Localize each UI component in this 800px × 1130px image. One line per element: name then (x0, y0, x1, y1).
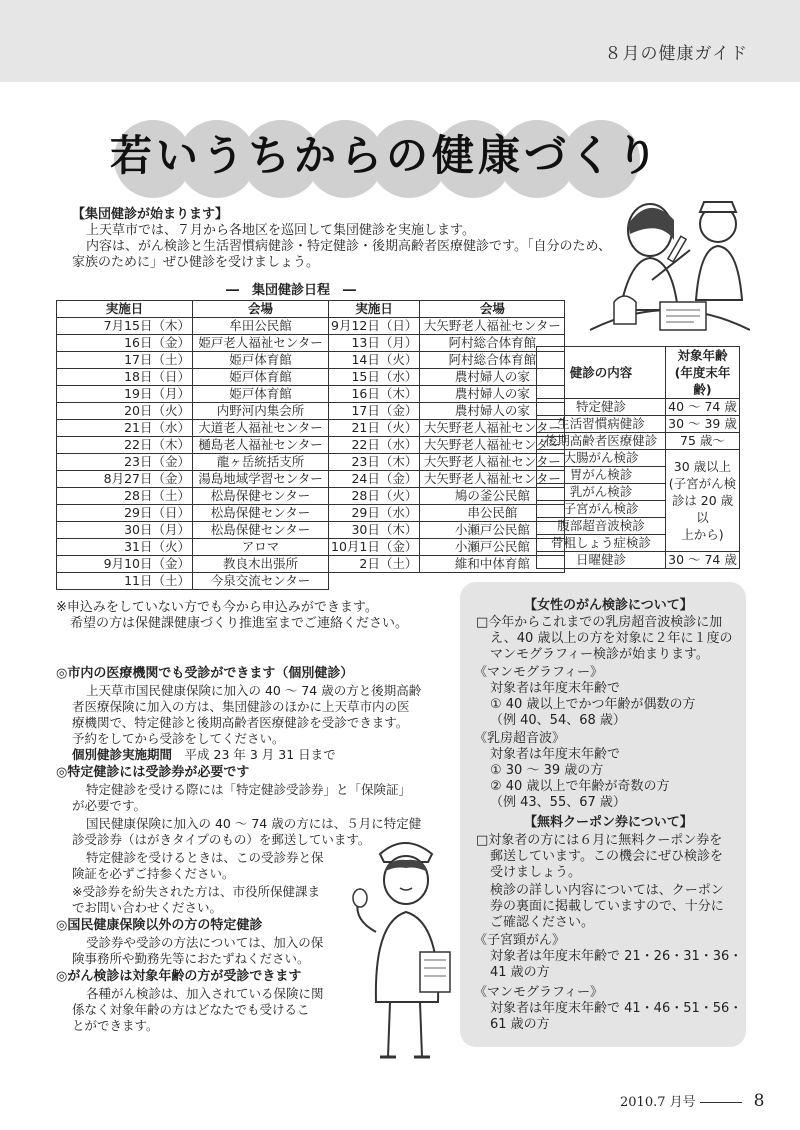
col-header-date: 実施日 (57, 301, 193, 318)
date-cell: 14日（火） (329, 352, 420, 369)
section-text: 係なく対象年齢の方はどなたでも受けるこ (72, 1002, 310, 1017)
date-cell: 21日（水） (57, 420, 193, 437)
venue-cell: 大矢野老人福祉センター (420, 437, 565, 454)
doctor-patient-illustration (590, 190, 750, 340)
box-text: 受けましょう。 (490, 865, 582, 880)
exam-name: 特定健診 (537, 399, 666, 416)
box-text: 対象者は年度末年齢で (490, 747, 621, 762)
date-cell: 24日（金） (329, 471, 420, 488)
date-cell: 2日（土） (329, 556, 420, 573)
exam-age: 30 歳以上 (子宮がん検 診は 20 歳以 上から) (666, 450, 740, 552)
box-text: 対象者は年度末年齢で 21・26・31・36・ (490, 949, 743, 964)
schedule-row (57, 471, 565, 488)
venue-cell: 松島保健センター (193, 505, 329, 522)
section-text: 国民健康保険に加入の 40 ～ 74 歳の方には、５月に特定健 (86, 816, 422, 831)
exam-name: 骨粗しょう症検診 (537, 535, 666, 552)
box-subtitle: 《マンモグラフィー》 (474, 985, 603, 1000)
venue-cell: 松島保健センター (193, 522, 329, 539)
box-text: □対象者の方には６月に無料クーポン券を (476, 833, 723, 848)
venue-cell: アロマ (193, 539, 329, 556)
date-cell: 7月15日（木） (57, 318, 193, 335)
box-text: （例 43、55、67 歳） (490, 795, 626, 810)
box-text: マンモグラフィー検診が始まります。 (490, 647, 709, 662)
date-cell: 9月12日（日） (329, 318, 420, 335)
venue-cell: 串公民館 (420, 505, 565, 522)
date-cell: 16日（金） (57, 335, 193, 352)
exam-name: 子宮がん検診 (537, 501, 666, 518)
intro-line: 家族のために」ぜひ健診を受けましょう。 (72, 255, 320, 270)
period-label: 個別健診実施期間 (72, 747, 173, 762)
section-text: 受診券や受診の方法については、加入の保 (86, 935, 324, 950)
section-text: 各種がん検診は、加入されている保険に関 (86, 986, 324, 1001)
venue-cell: 大矢野老人福祉センター (420, 318, 565, 335)
section-text: とができます。 (72, 1018, 159, 1033)
box-text: （例 40、54、68 歳） (490, 713, 626, 728)
exam-header-row (537, 347, 740, 399)
col-header-age: 対象年齢 (年度末年齢) (666, 347, 740, 399)
schedule-row (57, 386, 565, 403)
footer-rule (700, 1102, 742, 1103)
schedule-row (57, 539, 565, 556)
date-cell: 16日（木） (329, 386, 420, 403)
section-text: でお問い合わせください。 (72, 900, 223, 915)
intro-heading: 【集団健診が始まります】 (72, 207, 229, 222)
date-cell: 22日（水） (329, 437, 420, 454)
period-value: 平成 23 年 3 月 31 日まで (184, 747, 336, 762)
schedule-row (57, 318, 565, 335)
section-text: 者医療保険に加入の方は、集団健診のほかに上天草市内の医 (72, 699, 410, 714)
col-header-date: 実施日 (329, 301, 420, 318)
venue-cell: 姫戸体育館 (193, 352, 329, 369)
exam-row (537, 433, 740, 450)
section-text: 予約をしてから受診をしてください。 (72, 731, 285, 746)
exam-name: 胃がん検診 (537, 467, 666, 484)
exam-row (537, 399, 740, 416)
venue-cell: 松島保健センター (193, 488, 329, 505)
note-line: ※申込みをしていない方でも今から申込みができます。 (56, 600, 378, 615)
exam-name: 腹部超音波検診 (537, 518, 666, 535)
date-cell: 10月1日（金） (329, 539, 420, 556)
date-cell: 17日（土） (57, 352, 193, 369)
schedule-row (57, 454, 565, 471)
box-text: ご確認ください。 (490, 915, 595, 930)
box-text: □今年からこれまでの乳房超音波検診に加 (476, 615, 723, 630)
schedule-row (57, 403, 565, 420)
period-line (72, 746, 336, 763)
venue-cell: 姫戸老人福祉センター (193, 335, 329, 352)
venue-cell: 大矢野老人福祉センター (420, 420, 565, 437)
box-text: 券の裏面に掲載していますので、十分に (490, 899, 724, 914)
col-header-exam: 健診の内容 (537, 347, 666, 399)
venue-cell: 今泉交流センター (193, 573, 329, 590)
box-text: 検診の詳しい内容については、クーポン (490, 883, 724, 898)
col-header-venue: 会場 (420, 301, 565, 318)
exam-name: 大腸がん検診 (537, 450, 666, 467)
exam-types-table (536, 346, 740, 569)
venue-cell: 阿村総合体育館 (420, 335, 565, 352)
date-cell: 8月27日（金） (57, 471, 193, 488)
section-text: ※受診券を紛失された方は、市役所保健課ま (72, 884, 320, 899)
date-cell: 28日（火） (329, 488, 420, 505)
womens-cancer-heading: 【女性のがん検診について】 (524, 598, 693, 613)
header-band (0, 0, 800, 82)
schedule-body (57, 318, 565, 590)
venue-cell: 鳩の釜公民館 (420, 488, 565, 505)
date-cell: 9月10日（金） (57, 556, 193, 573)
venue-cell: 阿村総合体育館 (420, 352, 565, 369)
exam-row (537, 450, 740, 467)
box-text: 対象者は年度末年齢で (490, 681, 621, 696)
date-cell: 23日（金） (57, 454, 193, 471)
schedule-row (57, 522, 565, 539)
page-number: 8 (753, 1091, 765, 1111)
exam-age: 30 ～ 74 歳 (666, 552, 740, 569)
venue-cell: 内野河内集会所 (193, 403, 329, 420)
venue-cell: 大道老人福祉センター (193, 420, 329, 437)
date-cell: 31日（火） (57, 539, 193, 556)
exam-types-body (537, 399, 740, 569)
issue-label: 2010.7 月号 (620, 1095, 696, 1110)
schedule-caption: ― 集団健診日程 ― (226, 283, 357, 298)
date-cell: 15日（水） (329, 369, 420, 386)
venue-cell: 樋島老人福祉センター (193, 437, 329, 454)
venue-cell: 農村婦人の家 (420, 386, 565, 403)
schedule-row (57, 335, 565, 352)
venue-cell: 小瀬戸公民館 (420, 522, 565, 539)
schedule-row (57, 420, 565, 437)
venue-cell: 農村婦人の家 (420, 403, 565, 420)
exam-age: 30 ～ 39 歳 (666, 416, 740, 433)
section-text: 険証を必ずご持参ください。 (72, 866, 235, 881)
venue-cell: 大矢野老人福祉センター (420, 471, 565, 488)
main-title-area (106, 116, 666, 200)
venue-cell: 姫戸体育館 (193, 369, 329, 386)
date-cell: 28日（土） (57, 488, 193, 505)
exam-name: 生活習慣病健診 (537, 416, 666, 433)
section-heading: ◎市内の医療機関でも受診ができます（個別健診） (56, 666, 354, 681)
section-text: が必要です。 (72, 798, 147, 813)
exam-row (537, 416, 740, 433)
box-text: 61 歳の方 (490, 1017, 550, 1032)
venue-cell: 湯島地域学習センター (193, 471, 329, 488)
section-heading: ◎特定健診には受診券が必要です (56, 765, 250, 780)
date-cell: 19日（月） (57, 386, 193, 403)
exam-row (537, 552, 740, 569)
date-cell: 17日（金） (329, 403, 420, 420)
col-header-venue: 会場 (193, 301, 329, 318)
exam-age: 40 ～ 74 歳 (666, 399, 740, 416)
box-subtitle: 《子宮頸がん》 (474, 933, 566, 948)
schedule-table (56, 300, 565, 590)
exam-name: 日曜健診 (537, 552, 666, 569)
venue-cell: 教良木出張所 (193, 556, 329, 573)
section-text: 険事務所や勤務先等におたずねください。 (72, 951, 310, 966)
venue-cell: 龍ヶ岳統括支所 (193, 454, 329, 471)
exam-name: 後期高齢者医療健診 (537, 433, 666, 450)
venue-cell: 姫戸体育館 (193, 386, 329, 403)
intro-line: 内容は、がん検診と生活習慣病健診・特定健診・後期高齢者医療健診です。「自分のため、 (86, 239, 611, 254)
venue-cell: 小瀬戸公民館 (420, 539, 565, 556)
venue-cell: 維和中体育館 (420, 556, 565, 573)
box-subtitle: 《マンモグラフィー》 (474, 665, 603, 680)
venue-cell: 農村婦人の家 (420, 369, 565, 386)
schedule-row (57, 556, 565, 573)
date-cell: 29日（水） (329, 505, 420, 522)
schedule-row (57, 505, 565, 522)
exam-name: 乳がん検診 (537, 484, 666, 501)
section-heading: ◎国民健康保険以外の方の特定健診 (56, 918, 263, 933)
box-text: え、40 歳以上の方を対象に２年に１度の (490, 631, 733, 646)
date-cell: 13日（月） (329, 335, 420, 352)
section-heading: ◎がん検診は対象年齢の方が受診できます (56, 969, 302, 984)
date-cell (329, 573, 420, 590)
exam-age: 75 歳～ (666, 433, 740, 450)
date-cell: 29日（日） (57, 505, 193, 522)
date-cell: 21日（火） (329, 420, 420, 437)
date-cell: 30日（月） (57, 522, 193, 539)
date-cell: 22日（木） (57, 437, 193, 454)
box-subtitle: 《乳房超音波》 (474, 731, 566, 746)
date-cell: 18日（日） (57, 369, 193, 386)
section-text: 特定健診を受ける際には「特定健診受診券」と「保険証」 (86, 782, 412, 797)
schedule-row (57, 488, 565, 505)
box-text: ② 40 歳以上で年齢が奇数の方 (490, 779, 670, 794)
section-text: 診受診券（はがきタイプのもの）を郵送しています。 (72, 832, 371, 847)
section-text: 上天草市国民健康保険に加入の 40 ～ 74 歳の方と後期高齢 (86, 683, 422, 698)
box-text: ① 30 ～ 39 歳の方 (490, 763, 604, 778)
schedule-row (57, 352, 565, 369)
nurse-illustration (350, 832, 460, 1072)
schedule-header-row (57, 301, 565, 318)
header-title: ８月の健康ガイド (604, 44, 748, 64)
box-text: 郵送しています。この機会にぜひ検診を (490, 849, 723, 864)
section-text: 療機関で、特定健診と後期高齢者医療健診を受診できます。 (72, 715, 409, 730)
main-title: 若いうちからの健康づくり (109, 131, 662, 180)
note-line: 希望の方は保健課健康づくり推進室までご連絡ください。 (70, 616, 409, 631)
intro-line: 上天草市では、７月から各地区を巡回して集団健診を実施します。 (86, 223, 475, 238)
coupon-heading: 【無料クーポン券について】 (524, 815, 693, 830)
schedule-row (57, 437, 565, 454)
box-text: 41 歳の方 (490, 965, 550, 980)
venue-cell: 大矢野老人福祉センター (420, 454, 565, 471)
footer (620, 1093, 764, 1111)
venue-cell: 牟田公民館 (193, 318, 329, 335)
section-text: 特定健診を受けるときは、この受診券と保 (86, 850, 324, 865)
date-cell: 30日（木） (329, 522, 420, 539)
date-cell: 20日（火） (57, 403, 193, 420)
date-cell: 11日（土） (57, 573, 193, 590)
box-text: ① 40 歳以上でかつ年齢が偶数の方 (490, 697, 696, 712)
box-text: 対象者は年度末年齢で 41・46・51・56・ (490, 1001, 743, 1016)
schedule-row (57, 369, 565, 386)
date-cell: 23日（木） (329, 454, 420, 471)
